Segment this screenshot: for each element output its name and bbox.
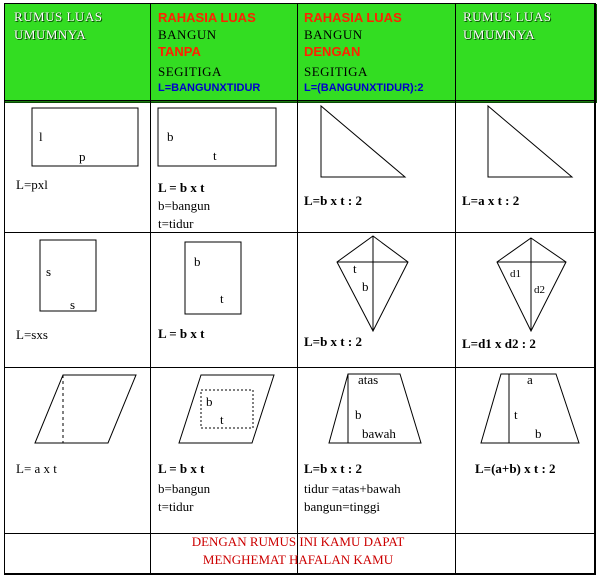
formula: L=b x t : 2 <box>304 461 362 476</box>
header-line: RAHASIA LUAS <box>158 10 256 25</box>
shape-label: b <box>355 407 362 422</box>
footer-line: MENGHEMAT HAFALAN KAMU <box>202 552 394 567</box>
formula: L=sxs <box>16 327 48 342</box>
header-line: UMUMNYA <box>463 27 536 42</box>
formula: L=a x t : 2 <box>462 193 520 208</box>
shape-label: t <box>213 148 217 163</box>
shape-label: t <box>220 412 224 427</box>
rectangle-shape <box>158 108 276 166</box>
formula: L=b x t : 2 <box>304 334 362 349</box>
formula: L = b x t <box>158 180 205 195</box>
header-line: UMUMNYA <box>14 27 87 42</box>
header-formula: L=BANGUNXTIDUR <box>158 82 261 94</box>
header-line: RUMUS LUAS <box>463 9 552 24</box>
shape-label: b <box>167 129 174 144</box>
note: t=tidur <box>158 216 194 231</box>
formula: L=b x t : 2 <box>304 193 362 208</box>
shape-label: t <box>514 407 518 422</box>
header-line: RAHASIA LUAS <box>304 10 402 25</box>
shape-label: bawah <box>362 426 396 441</box>
shape-label: d2 <box>534 284 545 296</box>
shape-label: s <box>70 297 76 312</box>
note: b=bangun <box>158 198 211 213</box>
header-line: RUMUS LUAS <box>14 9 103 24</box>
shape-label: s <box>46 264 52 279</box>
shape-label: b <box>362 279 369 294</box>
shape-label: d1 <box>510 268 521 280</box>
header-line: DENGAN <box>304 44 361 59</box>
footer-line: DENGAN RUMUS INI KAMU DAPAT <box>191 534 405 549</box>
right-triangle-shape <box>488 106 572 177</box>
note: t=tidur <box>158 499 194 514</box>
right-triangle-shape <box>321 106 405 177</box>
shape-label: b <box>194 254 201 269</box>
shape-label: p <box>79 149 86 164</box>
formula: L=(a+b) x t : 2 <box>475 461 556 476</box>
header-line: TANPA <box>158 44 201 59</box>
formula: L=pxl <box>16 177 48 192</box>
shape-label: b <box>206 394 213 409</box>
formula: L = b x t <box>158 326 205 341</box>
footer-note <box>150 533 446 569</box>
shape-label: t <box>220 291 224 306</box>
formula: L=d1 x d2 : 2 <box>462 336 536 351</box>
parallelogram-shape <box>179 375 274 443</box>
shape-label: l <box>39 129 43 144</box>
header-line: BANGUN <box>158 27 217 42</box>
shape-label: atas <box>358 372 379 387</box>
header-line: SEGITIGA <box>158 64 222 79</box>
shape-label: a <box>527 372 533 387</box>
shape-label: t <box>353 261 357 276</box>
header-line: BANGUN <box>304 27 363 42</box>
header-formula: L=(BANGUNXTIDUR):2 <box>304 82 424 94</box>
note: bangun=tinggi <box>304 499 380 514</box>
formula: L= a x t <box>16 461 57 476</box>
parallelogram-shape <box>35 375 136 443</box>
note: b=bangun <box>158 481 211 496</box>
formula: L = b x t <box>158 461 205 476</box>
shape-label: b <box>535 426 542 441</box>
header-line: SEGITIGA <box>304 64 368 79</box>
note: tidur =atas+bawah <box>304 481 401 496</box>
